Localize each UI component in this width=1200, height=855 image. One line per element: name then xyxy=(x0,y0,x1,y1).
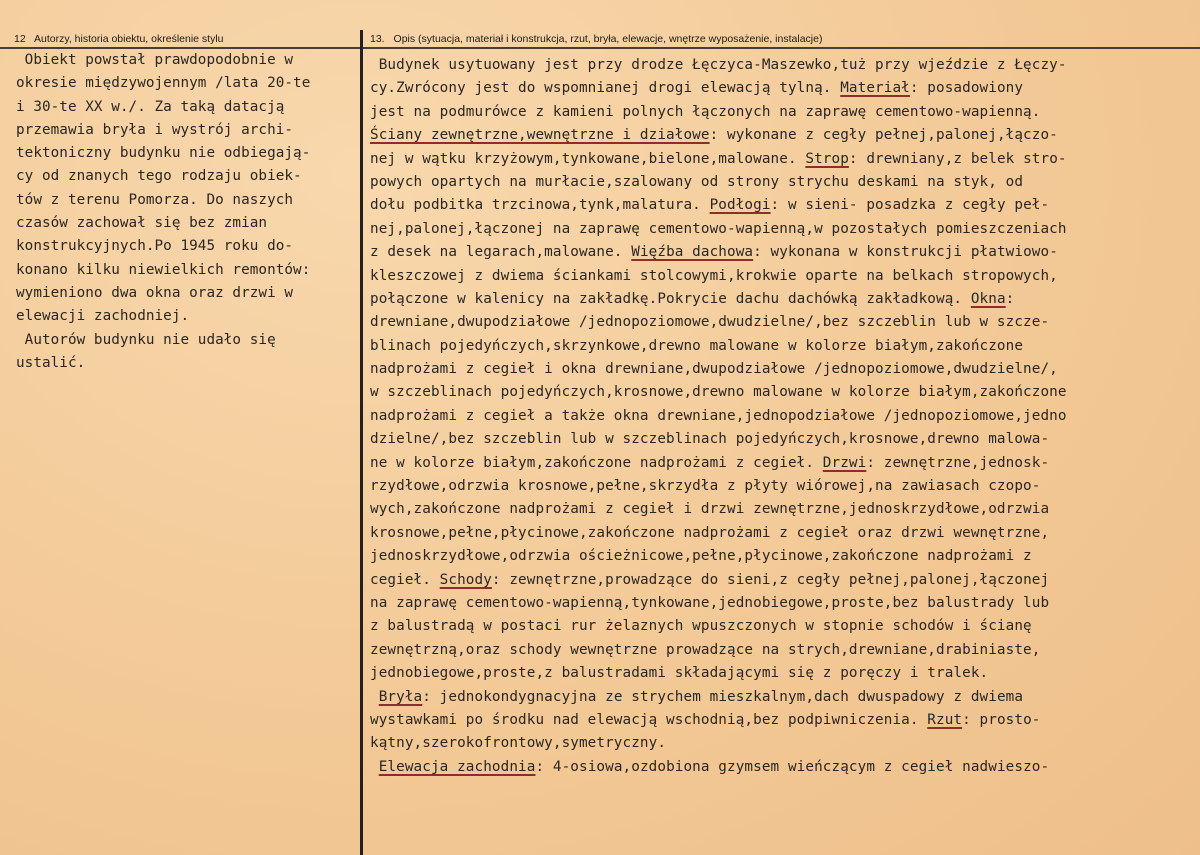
text-segment: Budynek usytuowany jest przy drodze Łęczyca-Maszewko,tuż przy wjeździe z Łęczy- xyxy=(370,57,1067,73)
description-text-line xyxy=(370,452,1196,475)
description-text-line xyxy=(370,381,1196,404)
description-text-line xyxy=(370,709,1196,732)
history-text-line: czasów zachował się bez zmian xyxy=(16,215,268,232)
text-segment: nej w wątku krzyżowym,tynkowane,bielone,malowane. xyxy=(370,150,806,167)
text-segment: zewnętrzną,oraz schody wewnętrzne prowadzące na strych,drewniane,drabiniaste, xyxy=(370,641,1041,658)
history-text-line: okresie międzywojennym /lata 20-te xyxy=(16,75,311,92)
left-header-title: Autorzy, historia obiektu, określenie stylu xyxy=(34,33,224,45)
left-header-number: 12 xyxy=(14,33,26,45)
description-text-line xyxy=(370,498,1196,521)
description-text-line xyxy=(370,124,1196,147)
history-text-line: Autorów budynku nie udało się xyxy=(16,331,276,348)
description-text-line xyxy=(370,475,1196,498)
right-header-title: Opis (sytuacja, materiał i konstrukcja, rzut, bryła, elewacje, wnętrze wyposażenie, instalacje) xyxy=(393,33,823,45)
text-segment: dzielne/,bez szczeblin lub w szczeblinach pojedyńczych,krosnowe,drewno malowa- xyxy=(370,431,1050,448)
text-segment: nadprożami z cegieł a także okna drewniane,jednopodziałowe /jednopoziomowe,jedno xyxy=(370,407,1067,424)
text-segment: kleszczowej z dwiema ściankami stolcowymi,krokwie oparte na belkach stropowych, xyxy=(370,267,1058,284)
text-segment: : posadowiony xyxy=(909,80,1024,97)
text-segment: cegieł. xyxy=(370,571,440,588)
text-segment xyxy=(370,759,379,775)
history-text-line: i 30-te XX w./. Za taką datacją xyxy=(16,98,285,115)
text-segment: nadprożami z cegieł i okna drewniane,dwupodziałowe /jednopoziomowe,dwudzielne/, xyxy=(370,361,1058,378)
text-segment: rzydłowe,odrzwia krosnowe,pełne,skrzydła z płyty wiórowej,na zawiasach czopo- xyxy=(370,478,1041,495)
description-text-line xyxy=(370,194,1196,217)
description-text-line xyxy=(370,756,1196,779)
history-text-line: przemawia bryła i wystrój archi- xyxy=(16,121,294,138)
text-segment: : wykonana w konstrukcji płatwiowo- xyxy=(753,244,1058,261)
text-segment: z desek na legarach,malowane. xyxy=(370,244,632,261)
description-text-line xyxy=(370,241,1196,264)
section-heading: Więźba dachowa xyxy=(631,244,754,261)
description-text-line xyxy=(370,101,1196,124)
text-segment: : 4-osiowa,ozdobiona gzymsem wieńczącym z cegieł nadwieszo- xyxy=(535,758,1050,775)
description-text-line xyxy=(370,77,1196,100)
history-text-line: Obiekt powstał prawdopodobnie w xyxy=(16,52,294,68)
section-heading: Drzwi xyxy=(822,454,867,471)
history-text-line: ustalić. xyxy=(16,354,86,371)
text-segment: jednoskrzydłowe,odrzwia ościeżnicowe,pełne,płycinowe,zakończone nadprożami z xyxy=(370,548,1032,565)
text-segment: : xyxy=(1005,290,1015,307)
description-text-line xyxy=(370,311,1196,334)
text-segment: krosnowe,pełne,płycinowe,zakończone nadprożami z cegieł oraz drzwi wewnętrzne, xyxy=(370,524,1050,541)
history-text-line: tów z terenu Pomorza. Do naszych xyxy=(16,191,294,208)
text-segment: cy.Zwrócony jest do wspomnianej drogi elewacją tylną. xyxy=(370,80,841,97)
description-text-line xyxy=(370,639,1196,662)
description-text-line xyxy=(370,335,1196,358)
text-segment: wych,zakończone nadprożami z cegieł i drzwi zewnętrzne,jednoskrzydłowe,odrzwia xyxy=(370,501,1050,518)
column-divider xyxy=(360,30,363,855)
description-text-line xyxy=(370,54,1196,77)
description-text-line xyxy=(370,615,1196,638)
text-segment: nej,palonej,łączonej na zaprawę cementowo-wapienną,w pozostałych pomieszczeniach xyxy=(370,220,1067,237)
text-segment: : prosto- xyxy=(962,711,1041,728)
text-segment: : jednokondygnacyjna ze strychem mieszkalnym,dach dwuspadowy z dwiema xyxy=(422,688,1024,705)
description-text-line xyxy=(370,545,1196,568)
text-segment: na zaprawę cementowo-wapienną,tynkowane,jednobiegowe,proste,bez balustrady lub xyxy=(370,594,1050,611)
text-segment xyxy=(370,689,379,705)
history-text-line: konano kilku niewielkich remontów: xyxy=(16,261,311,278)
text-segment: jednobiegowe,proste,z balustradami składającymi się z poręczy i tralek. xyxy=(370,665,989,682)
text-segment: drewniane,dwupodziałowe /jednopoziomowe,dwudzielne/,bez szczeblin lub w szcze- xyxy=(370,314,1050,331)
description-text-line xyxy=(370,288,1196,311)
text-segment: : w sieni- posadzka z cegły peł- xyxy=(770,197,1050,214)
right-header-number: 13. xyxy=(370,33,385,45)
description-text-line xyxy=(370,265,1196,288)
text-segment: wystawkami po środku nad elewacją wschodnią,bez podpiwniczenia. xyxy=(370,711,928,728)
section-heading: Bryła xyxy=(378,688,423,705)
left-column-header xyxy=(14,33,224,45)
history-text-line: wymieniono dwa okna oraz drzwi w xyxy=(16,284,294,301)
description-text-column xyxy=(370,54,1196,779)
description-text-line xyxy=(370,686,1196,709)
text-segment: blinach pojedyńczych,skrzynkowe,drewno malowane w kolorze białym,zakończone xyxy=(370,337,1024,354)
description-text-line xyxy=(370,522,1196,545)
description-text-line xyxy=(370,732,1196,755)
description-text-line xyxy=(370,428,1196,451)
text-segment: w szczeblinach pojedyńczych,krosnowe,drewno malowane w kolorze białym,zakończone xyxy=(370,384,1067,401)
description-text-line xyxy=(370,592,1196,615)
description-text-line xyxy=(370,405,1196,428)
history-text-line: tektoniczny budynku nie odbiegają- xyxy=(16,145,311,162)
section-heading: Podłogi xyxy=(709,197,771,214)
section-heading: Ściany zewnętrzne,wewnętrzne i działowe xyxy=(370,127,710,144)
text-segment: dołu podbitka trzcinowa,tynk,malatura. xyxy=(370,197,710,214)
description-text-line xyxy=(370,171,1196,194)
description-text-line xyxy=(370,358,1196,381)
text-segment: : wykonane z cegły pełnej,palonej,łączo- xyxy=(709,127,1058,144)
text-segment: : zewnętrzne,prowadzące do sieni,z cegły pełnej,palonej,łączonej xyxy=(491,571,1050,588)
text-segment: : zewnętrzne,jednosk- xyxy=(866,454,1050,471)
section-heading: Elewacja zachodnia xyxy=(378,758,536,775)
section-heading: Strop xyxy=(805,150,849,167)
section-heading: Materiał xyxy=(840,80,910,97)
section-heading: Schody xyxy=(439,571,492,588)
text-segment: ne w kolorze białym,zakończone nadprożami z cegieł. xyxy=(370,454,823,471)
section-heading: Okna xyxy=(970,290,1006,307)
text-segment: jest na podmurówce z kamieni polnych łączonych na zaprawę cementowo-wapienną. xyxy=(370,103,1041,120)
right-column-header xyxy=(370,33,822,45)
description-text-line xyxy=(370,569,1196,592)
text-segment: z balustradą w postaci rur żelaznych wpuszczonych w stopnie schodów i ścianę xyxy=(370,618,1032,635)
text-segment: kątny,szerokofrontowy,symetryczny. xyxy=(370,735,667,752)
description-text-line xyxy=(370,148,1196,171)
history-text-line: konstrukcyjnych.Po 1945 roku do- xyxy=(16,238,294,255)
history-text-line: cy od znanych tego rodzaju obiek- xyxy=(16,168,302,185)
text-segment: powych opartych na murłacie,szalowany od strony strychu deskami na styk, od xyxy=(370,173,1024,190)
text-segment: : drewniany,z belek stro- xyxy=(848,150,1067,167)
history-text-column xyxy=(16,49,360,375)
history-text-line: elewacji zachodniej. xyxy=(16,308,190,325)
text-segment: połączone w kalenicy na zakładkę.Pokrycie dachu dachówką zakładkową. xyxy=(370,290,971,307)
description-text-line xyxy=(370,662,1196,685)
description-text-line xyxy=(370,218,1196,241)
section-heading: Rzut xyxy=(927,711,963,728)
